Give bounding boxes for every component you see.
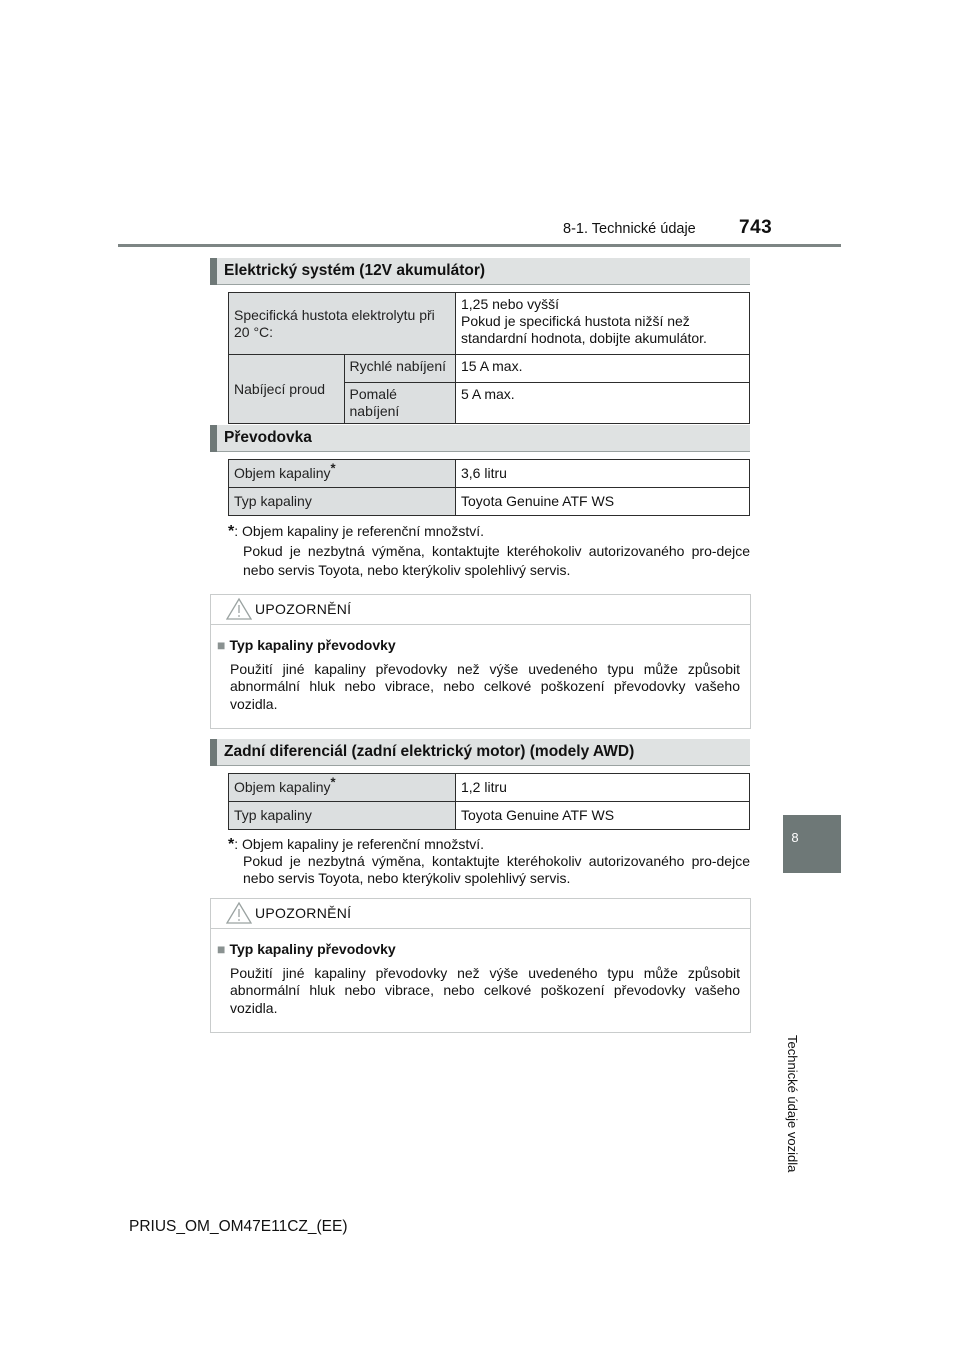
caution-text: Použití jiné kapaliny převodovky než výše uvedeného typu může způsobit abnormální hluk nebo vibrace, nebo celkové poškození převodovky vašeho vozidla. (230, 964, 740, 1016)
square-bullet-icon: ■ (217, 941, 226, 957)
caution-title: UPOZORNĚNÍ (255, 601, 352, 617)
caution-box-1 (210, 594, 751, 729)
caution-header (211, 899, 750, 929)
fluid-type-label: Typ kapaliny (229, 488, 456, 516)
chapter-tab-number: 8 (791, 830, 799, 845)
density-label: Specifická hustota elektrolytu při 20 °C: (229, 293, 456, 355)
document-id: PRIUS_OM_OM47E11CZ_(EE) (129, 1218, 348, 1235)
warning-triangle-icon (226, 901, 252, 925)
transmission-spec-table (228, 459, 750, 516)
caution-subtitle: ■ Typ kapaliny převodovky (217, 941, 396, 957)
fast-charge-label: Rychlé nabíjení (344, 355, 456, 383)
slow-charge-label: Pomalé nabíjení (344, 383, 456, 424)
square-bullet-icon: ■ (217, 637, 226, 653)
warning-triangle-icon (226, 597, 252, 621)
header-divider (118, 244, 841, 247)
section-heading-transmission: Převodovka (210, 425, 750, 452)
page-number: 743 (739, 217, 773, 238)
fast-charge-value: 15 A max. (456, 355, 750, 383)
rear-diff-spec-table (228, 773, 750, 830)
fluid-type-label: Typ kapaliny (229, 802, 456, 830)
footnote-transmission: *: Objem kapaliny je referenční množství. Pokud je nezbytná výměna, kontaktujte kteréhokoliv autorizovaného pro-dejce nebo servis Toyota, nebo kterýkoliv spolehlivý servis. (228, 523, 750, 578)
density-value: 1,25 nebo vyšší Pokud je specifická hustota nižší než standardní hodnota, dobijte akumulátor. (456, 293, 750, 355)
caution-title: UPOZORNĚNÍ (255, 905, 352, 921)
section-heading-rear-differential: Zadní diferenciál (zadní elektrický motor) (modely AWD) (210, 739, 750, 766)
caution-text: Použití jiné kapaliny převodovky než výše uvedeného typu může způsobit abnormální hluk nebo vibrace, nebo celkové poškození převodovky vašeho vozidla. (230, 660, 740, 712)
capacity-label: Objem kapaliny* (229, 774, 456, 802)
caution-box-2 (210, 898, 751, 1033)
slow-charge-value: 5 A max. (456, 383, 750, 424)
caution-subtitle: ■ Typ kapaliny převodovky (217, 637, 396, 653)
capacity-label: Objem kapaliny* (229, 460, 456, 488)
capacity-value: 1,2 litru (456, 774, 750, 802)
footnote-rear-differential: *: Objem kapaliny je referenční množství. Pokud je nezbytná výměna, kontaktujte kteréhokoliv autorizovaného pro-dejce nebo servis Toyota, nebo kterýkoliv spolehlivý servis. (228, 836, 750, 886)
electrical-spec-table (228, 292, 750, 424)
charge-current-label: Nabíjecí proud (229, 355, 345, 424)
section-heading-electrical: Elektrický systém (12V akumulátor) (210, 258, 750, 285)
section-title: 8-1. Technické údaje (563, 221, 696, 237)
capacity-value: 3,6 litru (456, 460, 750, 488)
fluid-type-value: Toyota Genuine ATF WS (456, 802, 750, 830)
fluid-type-value: Toyota Genuine ATF WS (456, 488, 750, 516)
chapter-tab-label: Technické údaje vozidla (785, 1035, 800, 1173)
caution-header (211, 595, 750, 625)
